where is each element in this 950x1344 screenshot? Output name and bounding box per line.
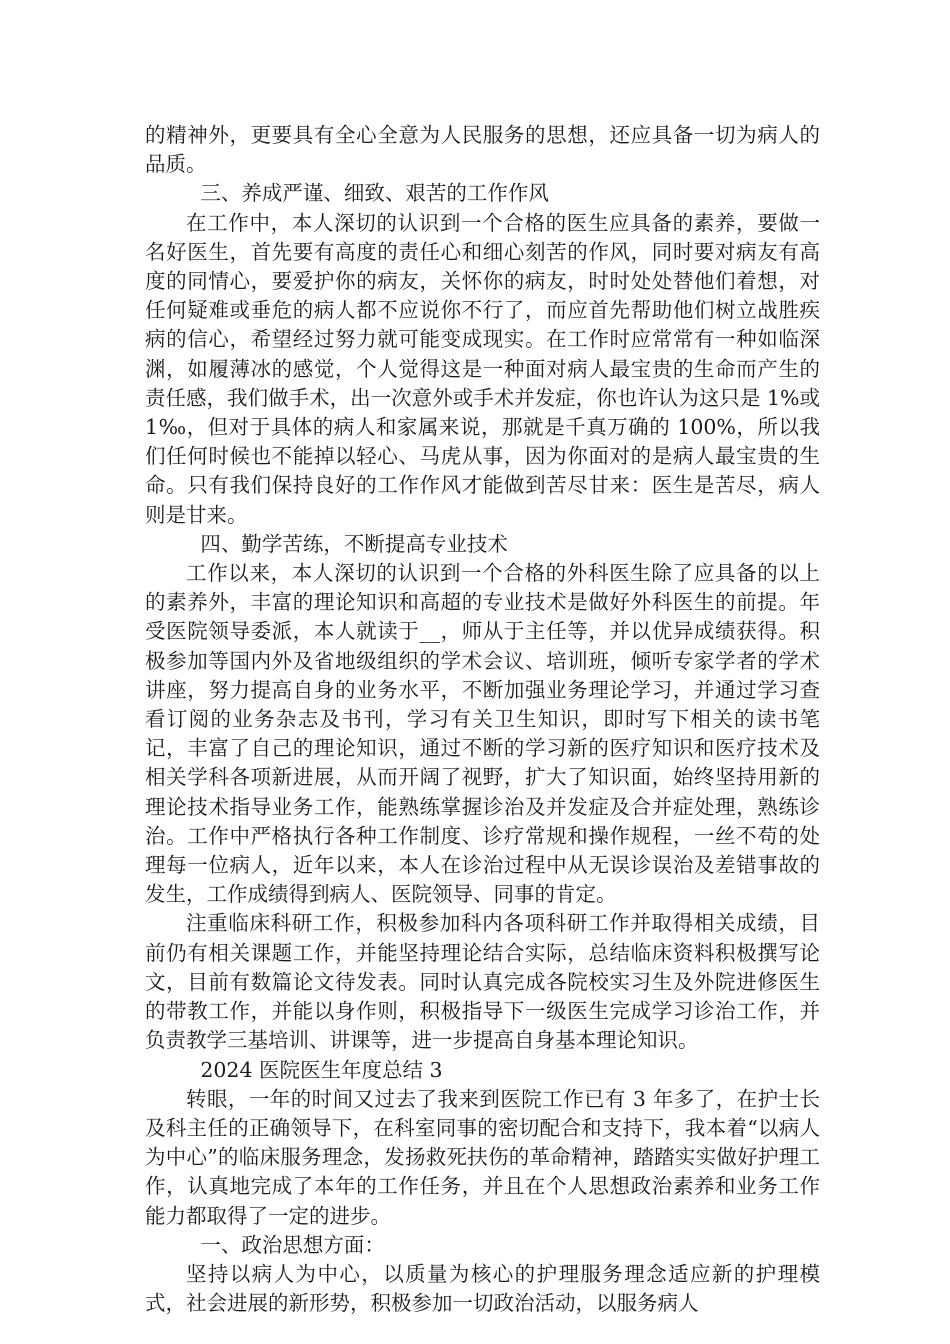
section-heading-3: 三、养成严谨、细致、艰苦的工作作风 xyxy=(200,181,549,206)
section-heading-1: 一、政治思想方面： xyxy=(200,1232,385,1257)
section-heading-4: 四、勤学苦练，不断提高专业技术 xyxy=(200,531,508,556)
paragraph-work-style: 在工作中，本人深切的认识到一个合格的医生应具备的素养，要做一名好医生，首先要有高度的责任心和细心刻苦的作风，同时要对病友有高度的同情心，要爱护你的病友，关怀你的病友，时时处处替他们着想，对任何疑难或垂危的病人都不应说你不行了，而应首先帮助他们树立战胜疾病的信心，希望经过努力就可能变成现实。在工作时应常常有一种如临深渊，如履薄冰的感觉，个人觉得这是一种面对病人最宝贵的生命而产生的责任感，我们做手术，出一次意外或手术并发症，你也许认为这只是 1%或 1‰，但对于具体的病人和家属来说，那就是千真万确的 100%，所以我们任何时候也不能掉以轻心、马虎从事，因为你面对的是病人最宝贵的生命。只有我们保持良好的工作作风才能做到苦尽甘来：医生是苦尽，病人则是甘来。 xyxy=(145,210,820,527)
paragraph-intro: 转眼，一年的时间又过去了我来到医院工作已有 3 年多了，在护士长及科主任的正确领导下，在科室同事的密切配合和支持下，我本着“以病人为中心”的临床服务理念，发扬救死扶伤的革命精神，踏踏实实做好护理工作，认真地完成了本年的工作任务，并且在个人思想政治素养和业务工作能力都取得了一定的进步。 xyxy=(145,1086,820,1228)
document-subtitle: 2024 医院医生年度总结 3 xyxy=(200,1057,443,1082)
paragraph-research: 注重临床科研工作，积极参加科内各项科研工作并取得相关成绩，目前仍有相关课题工作，并能坚持理论结合实际，总结临床资料积极撰写论文，目前有数篇论文待发表。同时认真完成各院校实习生及外院进修医生的带教工作，并能以身作则，积极指导下一级医生完成学习诊治工作，并负责教学三基培训、讲课等，进一步提高自身基本理论知识。 xyxy=(145,911,820,1053)
paragraph-political: 坚持以病人为中心，以质量为核心的护理服务理念适应新的护理模式，社会进展的新形势，积极参加一切政治活动，以服务病人 xyxy=(145,1261,820,1316)
paragraph-professional-skills: 工作以来，本人深切的认识到一个合格的外科医生除了应具备的以上的素养外，丰富的理论知识和高超的专业技术是做好外科医生的前提。年受医院领导委派，本人就读于__，师从于主任等，并以优异成绩获得。积极参加等国内外及省地级组织的学术会议、培训班，倾听专家学者的学术讲座，努力提高自身的业务水平，不断加强业务理论学习，并通过学习查看订阅的业务杂志及书刊，学习有关卫生知识，即时写下相关的读书笔记，丰富了自己的理论知识，通过不断的学习新的医疗知识和医疗技术及相关学科各项新进展，从而开阔了视野，扩大了知识面，始终坚持用新的理论技术指导业务工作，能熟练掌握诊治及并发症及合并症处理，熟练诊治。工作中严格执行各种工作制度、诊疗常规和操作规程，一丝不苟的处理每一位病人，近年以来，本人在诊治过程中从无误诊误治及差错事故的发生，工作成绩得到病人、医院领导、同事的肯定。 xyxy=(145,561,820,907)
paragraph-continuation: 的精神外，更要具有全心全意为人民服务的思想，还应具备一切为病人的品质。 xyxy=(145,123,820,177)
document-body xyxy=(145,121,820,1318)
